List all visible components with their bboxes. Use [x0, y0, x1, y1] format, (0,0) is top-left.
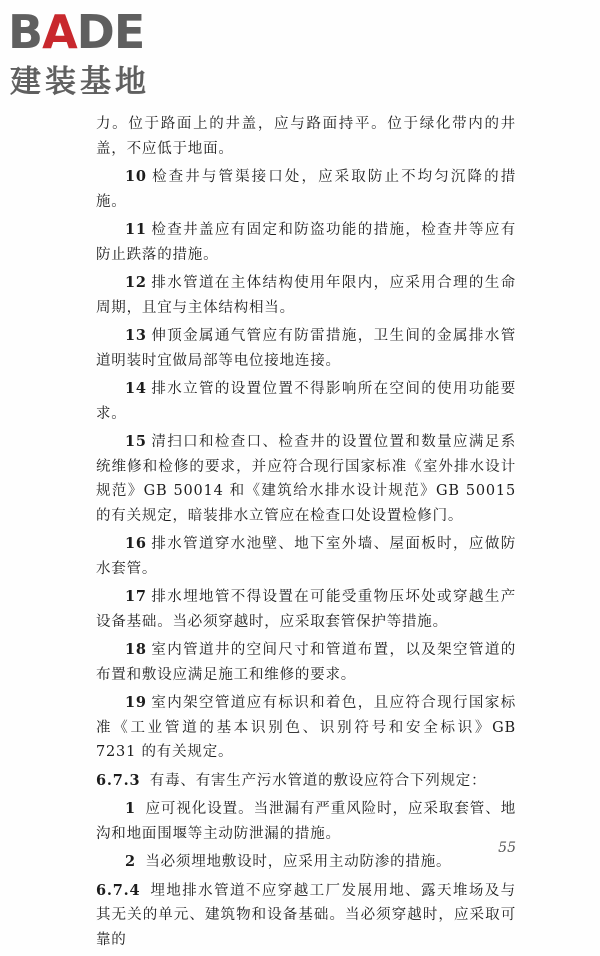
clause-text: 伸顶金属通气管应有防雷措施，卫生间的金属排水管道明装时宜做局部等电位接地连接。	[96, 328, 516, 369]
clause-16	[96, 532, 516, 581]
clause-number: 14	[125, 380, 147, 397]
clause-text: 排水管道在主体结构使用年限内，应采用合理的生命周期，且宜与主体结构相当。	[96, 275, 516, 316]
clause-number: 13	[125, 327, 147, 344]
section-number: 6.7.4	[96, 881, 141, 899]
section-6-7-3	[96, 769, 516, 794]
clause-number: 19	[125, 694, 147, 711]
item-text: 应可视化设置。当泄漏有严重风险时，应采取套管、地沟和地面围堰等主动防泄漏的措施。	[96, 801, 516, 842]
clause-text: 检查井盖应有固定和防盗功能的措施，检查井等应有防止跌落的措施。	[96, 222, 516, 263]
clause-14	[96, 377, 516, 426]
item-text: 当必须埋地敷设时，应采用主动防渗的措施。	[145, 854, 452, 870]
section-6-7-3-item-2	[96, 850, 516, 875]
clause-number: 10	[125, 168, 147, 185]
clause-number: 15	[125, 433, 147, 450]
clause-number: 16	[125, 535, 147, 552]
clause-text: 检查井与管渠接口处，应采取防止不均匀沉降的措施。	[96, 169, 516, 210]
clause-number: 11	[125, 221, 147, 238]
section-6-7-4	[96, 879, 516, 953]
item-number: 1	[125, 800, 136, 817]
logo-latin-text: B A DE	[8, 5, 145, 59]
clause-11	[96, 218, 516, 267]
clause-number: 17	[125, 588, 147, 605]
clause-10	[96, 165, 516, 214]
clause-text: 排水立管的设置位置不得影响所在空间的使用功能要求。	[96, 381, 516, 422]
page-number: 55	[498, 840, 516, 856]
clause-19	[96, 691, 516, 765]
section-text: 埋地排水管道不应穿越工厂发展用地、露天堆场及与其无关的单元、建筑物和设备基础。当必须穿越时，应采取可靠的	[96, 882, 516, 948]
clause-number: 18	[125, 641, 147, 658]
clause-text: 排水管道穿水池壁、地下室外墙、屋面板时，应做防水套管。	[96, 536, 516, 577]
clause-text: 清扫口和检查口、检查井的设置位置和数量应满足系统维修和检修的要求，并应符合现行国家标准《室外排水设计规范》GB 50014 和《建筑给水排水设计规范》GB 50015 的有关规定，暗装排水立管应在检查口处设置检修门。	[96, 434, 516, 524]
logo-chinese-text: 建装基地	[10, 63, 150, 100]
logo-accent-letter: A	[42, 5, 77, 59]
item-number: 2	[125, 853, 136, 870]
section-number: 6.7.3	[96, 771, 141, 789]
clause-12	[96, 271, 516, 320]
clause-number: 12	[125, 274, 147, 291]
clause-text: 室内架空管道应有标识和着色，且应符合现行国家标准《工业管道的基本识别色、识别符号和安全标识》GB 7231 的有关规定。	[96, 695, 516, 760]
clause-13	[96, 324, 516, 373]
clause-text: 排水埋地管不得设置在可能受重物压坏处或穿越生产设备基础。当必须穿越时，应采取套管保护等措施。	[96, 589, 516, 630]
section-6-7-3-item-1	[96, 797, 516, 846]
bade-logo	[8, 4, 183, 100]
document-body	[96, 112, 516, 956]
clause-17	[96, 585, 516, 634]
clause-18	[96, 638, 516, 687]
continued-paragraph: 力。位于路面上的井盖，应与路面持平。位于绿化带内的井盖，不应低于地面。	[96, 116, 516, 157]
clause-text: 室内管道井的空间尺寸和管道布置，以及架空管道的布置和敷设应满足施工和维修的要求。	[96, 642, 516, 683]
clause-15	[96, 430, 516, 528]
section-text: 有毒、有害生产污水管道的敷设应符合下列规定：	[149, 772, 487, 789]
